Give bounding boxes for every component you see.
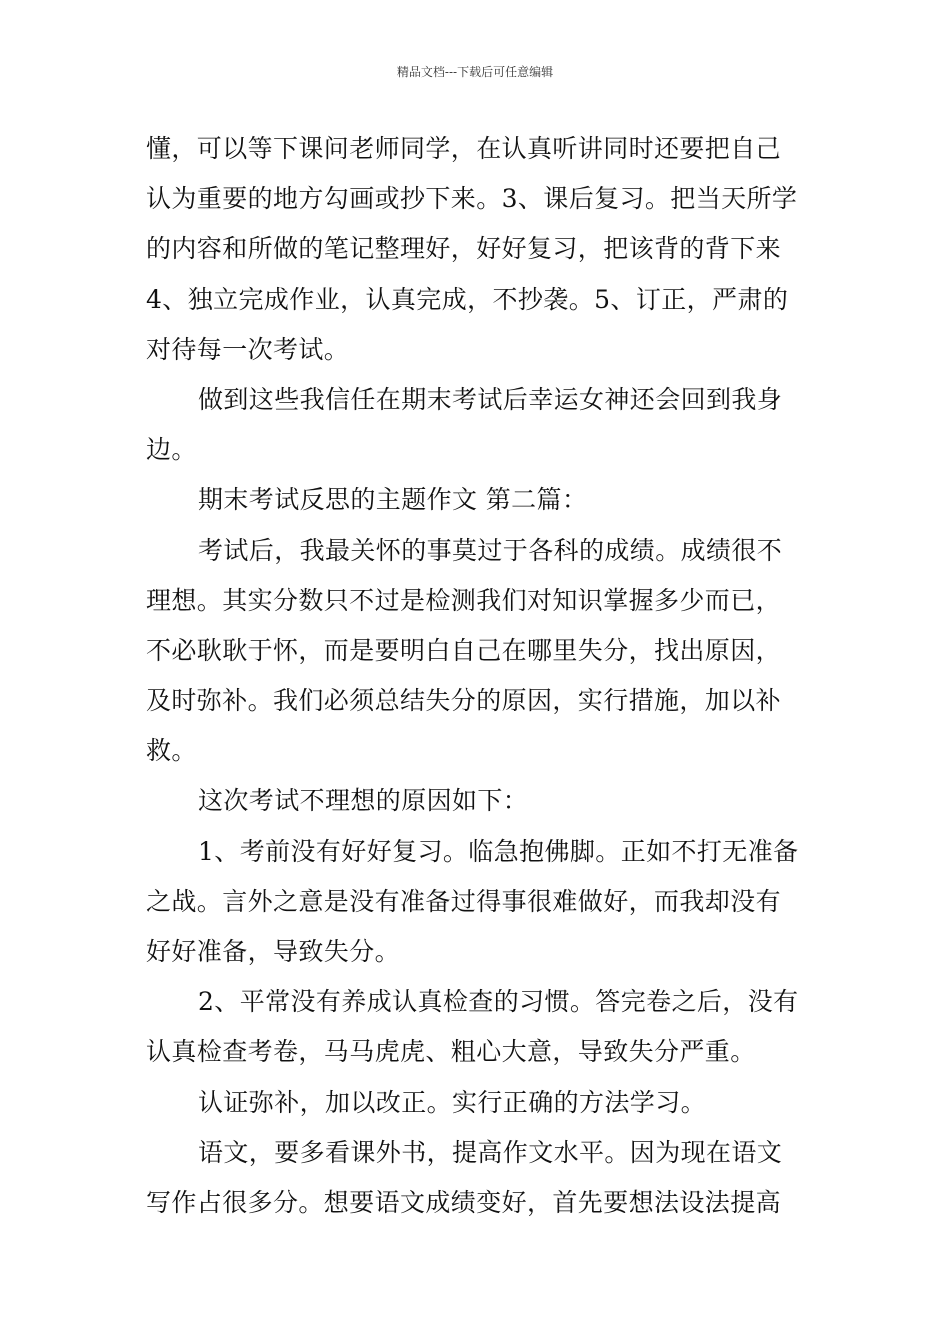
text-line: 认真检查考卷，马马虎虎、粗心大意，导致失分严重。: [146, 1037, 756, 1067]
paragraph-start: 这次考试不理想的原因如下：: [198, 786, 529, 816]
text-line: 救。: [146, 736, 197, 766]
paragraph-start: 认证弥补，加以改正。实行正确的方法学习。: [198, 1087, 707, 1117]
text-line: 理想。其实分数只不过是检测我们对知识掌握多少而已，: [146, 585, 782, 615]
page-header: 精品文档---下载后可任意编辑: [396, 65, 554, 79]
text-line: 的内容和所做的笔记整理好，好好复习，把该背的背下来: [146, 234, 782, 264]
text-line: 懂，可以等下课问老师同学，在认真听讲同时还要把自己: [146, 134, 782, 163]
text-line: 认为重要的地方勾画或抄下来。3、课后复习。把当天所学: [146, 184, 798, 214]
text-line: 写作占很多分。想要语文成绩变好，首先要想法设法提高: [146, 1187, 782, 1217]
text-line: 之战。言外之意是没有准备过得事很难做好，而我却没有: [146, 886, 782, 916]
section-heading: 期末考试反思的主题作文 第二篇：: [198, 485, 588, 515]
paragraph-start: 2、平常没有养成认真检查的习惯。答完卷之后，没有: [198, 987, 799, 1017]
text-line: 边。: [146, 435, 197, 465]
paragraph-start: 语文，要多看课外书，提高作文水平。因为现在语文: [198, 1137, 783, 1167]
text-line: 对待每一次考试。: [146, 334, 350, 364]
paragraph-start: 做到这些我信任在期末考试后幸运女神还会回到我身: [198, 384, 783, 414]
paragraph-start: 考试后，我最关怀的事莫过于各科的成绩。成绩很不: [198, 535, 783, 565]
paragraph-start: 1、考前没有好好复习。临急抱佛脚。正如不打无准备: [198, 836, 799, 866]
text-line: 不必耿耿于怀，而是要明白自己在哪里失分，找出原因，: [146, 635, 782, 665]
text-line: 好好准备，导致失分。: [146, 937, 401, 966]
text-line: 及时弥补。我们必须总结失分的原因，实行措施，加以补: [146, 686, 782, 716]
document-body: [146, 124, 808, 1228]
text-line: 4、独立完成作业，认真完成，不抄袭。5、订正，严肃的: [146, 284, 789, 314]
